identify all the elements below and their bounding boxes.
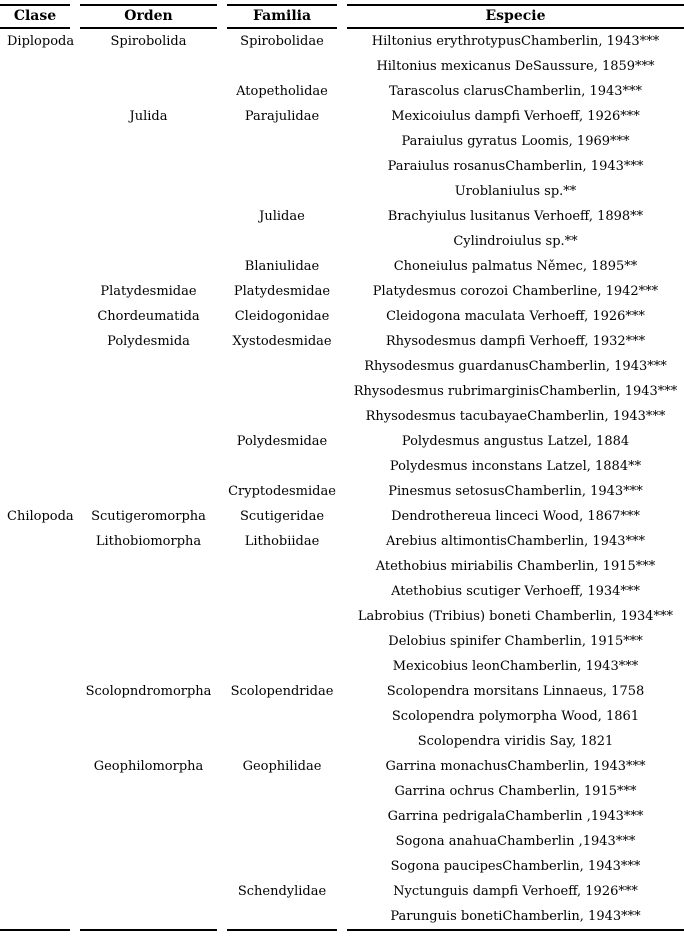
cell-familia bbox=[227, 229, 337, 254]
cell-familia bbox=[227, 154, 337, 179]
cell-orden bbox=[80, 479, 217, 504]
cell-orden bbox=[80, 579, 217, 604]
cell-orden bbox=[80, 254, 217, 279]
cell-familia bbox=[227, 904, 337, 931]
cell-especie: Labrobius (Tribius) boneti Chamberlin, 1934*** bbox=[357, 609, 674, 624]
cell-orden bbox=[80, 179, 217, 204]
cell-especie: Pinesmus setosusChamberlin, 1943*** bbox=[388, 484, 643, 499]
cell-clase bbox=[0, 479, 70, 504]
table-row bbox=[0, 254, 684, 279]
cell-familia: Cryptodesmidae bbox=[228, 484, 336, 499]
species-table-body bbox=[0, 29, 684, 931]
table-row bbox=[0, 379, 684, 404]
cell-familia bbox=[227, 579, 337, 604]
cell-orden bbox=[80, 129, 217, 154]
cell-familia bbox=[227, 179, 337, 204]
cell-orden bbox=[80, 229, 217, 254]
cell-familia bbox=[227, 554, 337, 579]
cell-orden: Julida bbox=[129, 109, 168, 124]
cell-clase bbox=[0, 729, 70, 754]
cell-familia bbox=[227, 629, 337, 654]
cell-especie: Scolopendra polymorpha Wood, 1861 bbox=[391, 709, 640, 724]
cell-familia: Geophilidae bbox=[242, 759, 322, 774]
column-header-orden: Orden bbox=[80, 4, 217, 29]
table-row bbox=[0, 879, 684, 904]
table-row bbox=[0, 729, 684, 754]
cell-familia: Schendylidae bbox=[237, 884, 327, 899]
cell-especie: Polydesmus inconstans Latzel, 1884** bbox=[389, 459, 642, 474]
cell-clase bbox=[0, 654, 70, 679]
table-row bbox=[0, 304, 684, 329]
cell-familia bbox=[227, 779, 337, 804]
cell-clase bbox=[0, 404, 70, 429]
cell-orden bbox=[80, 654, 217, 679]
cell-orden bbox=[80, 454, 217, 479]
table-row bbox=[0, 104, 684, 129]
cell-clase bbox=[0, 204, 70, 229]
cell-especie: Uroblaniulus sp.** bbox=[454, 184, 577, 199]
cell-familia bbox=[227, 654, 337, 679]
table-row bbox=[0, 479, 684, 504]
cell-clase bbox=[0, 529, 70, 554]
cell-clase bbox=[0, 854, 70, 879]
cell-clase bbox=[0, 329, 70, 354]
cell-especie: Garrina monachusChamberlin, 1943*** bbox=[385, 759, 646, 774]
cell-familia: Lithobiidae bbox=[244, 534, 320, 549]
table-header bbox=[0, 4, 684, 29]
cell-clase bbox=[0, 354, 70, 379]
cell-clase bbox=[0, 429, 70, 454]
table-row bbox=[0, 454, 684, 479]
cell-familia bbox=[227, 129, 337, 154]
table-row bbox=[0, 54, 684, 79]
cell-orden bbox=[80, 204, 217, 229]
table-row bbox=[0, 429, 684, 454]
cell-clase bbox=[0, 254, 70, 279]
cell-especie: Rhysodesmus dampfi Verhoeff, 1932*** bbox=[385, 334, 646, 349]
cell-clase bbox=[0, 554, 70, 579]
cell-especie: Hiltonius erythrotypusChamberlin, 1943*** bbox=[371, 34, 660, 49]
cell-orden: Spirobolida bbox=[110, 34, 187, 49]
cell-clase bbox=[0, 279, 70, 304]
cell-orden: Scolopndromorpha bbox=[85, 684, 212, 699]
cell-clase bbox=[0, 579, 70, 604]
table-row bbox=[0, 29, 684, 54]
table-row bbox=[0, 704, 684, 729]
cell-familia: Polydesmidae bbox=[236, 434, 328, 449]
table-row bbox=[0, 279, 684, 304]
cell-orden bbox=[80, 554, 217, 579]
cell-clase bbox=[0, 304, 70, 329]
cell-clase bbox=[0, 629, 70, 654]
cell-orden bbox=[80, 829, 217, 854]
cell-especie: Sogona anahuaChamberlin ,1943*** bbox=[395, 834, 636, 849]
table-row bbox=[0, 654, 684, 679]
cell-clase bbox=[0, 154, 70, 179]
cell-familia: Platydesmidae bbox=[233, 284, 331, 299]
cell-especie: Garrina pedrigalaChamberlin ,1943*** bbox=[387, 809, 644, 824]
cell-especie: Arebius altimontisChamberlin, 1943*** bbox=[386, 534, 645, 549]
cell-clase bbox=[0, 679, 70, 704]
cell-familia bbox=[227, 404, 337, 429]
cell-orden bbox=[80, 704, 217, 729]
cell-familia bbox=[227, 54, 337, 79]
cell-especie: Dendrothereua linceci Wood, 1867*** bbox=[391, 509, 640, 524]
table-row bbox=[0, 579, 684, 604]
table-row bbox=[0, 79, 684, 104]
cell-especie: Cleidogona maculata Verhoeff, 1926*** bbox=[386, 309, 645, 324]
cell-especie: Rhysodesmus rubrimarginisChamberlin, 1943*** bbox=[353, 384, 678, 399]
cell-familia: Scutigeridae bbox=[239, 509, 325, 524]
cell-especie: Atethobius miriabilis Chamberlin, 1915*** bbox=[375, 559, 656, 574]
cell-familia bbox=[227, 454, 337, 479]
cell-familia bbox=[227, 604, 337, 629]
cell-clase bbox=[0, 79, 70, 104]
cell-especie: Mexicoiulus dampfi Verhoeff, 1926*** bbox=[391, 109, 640, 124]
cell-especie: Brachyiulus lusitanus Verhoeff, 1898** bbox=[387, 209, 644, 224]
cell-familia: Scolopendridae bbox=[230, 684, 334, 699]
cell-orden bbox=[80, 79, 217, 104]
table-row bbox=[0, 204, 684, 229]
cell-orden bbox=[80, 604, 217, 629]
cell-familia: Julidae bbox=[259, 209, 305, 224]
cell-orden bbox=[80, 379, 217, 404]
cell-orden: Platydesmidae bbox=[100, 284, 197, 299]
table-row bbox=[0, 904, 684, 931]
cell-orden bbox=[80, 629, 217, 654]
cell-clase bbox=[0, 54, 70, 79]
cell-orden bbox=[80, 879, 217, 904]
cell-especie: Scolopendra viridis Say, 1821 bbox=[417, 734, 614, 749]
cell-clase bbox=[0, 754, 70, 779]
cell-familia: Xystodesmidae bbox=[232, 334, 332, 349]
table-row bbox=[0, 779, 684, 804]
table-row bbox=[0, 829, 684, 854]
cell-familia: Atopetholidae bbox=[236, 84, 328, 99]
cell-orden bbox=[80, 854, 217, 879]
cell-clase bbox=[0, 779, 70, 804]
cell-orden bbox=[80, 804, 217, 829]
column-header-familia: Familia bbox=[227, 4, 337, 29]
table-header-row bbox=[0, 4, 684, 29]
cell-especie: Paraiulus gyratus Loomis, 1969*** bbox=[401, 134, 630, 149]
cell-familia bbox=[227, 729, 337, 754]
cell-familia: Spirobolidae bbox=[240, 34, 324, 49]
cell-clase: Chilopoda bbox=[7, 509, 74, 524]
table-row bbox=[0, 804, 684, 829]
cell-clase bbox=[0, 379, 70, 404]
table-row bbox=[0, 604, 684, 629]
cell-familia bbox=[227, 829, 337, 854]
cell-orden: Polydesmida bbox=[107, 334, 190, 349]
cell-orden: Lithobiomorpha bbox=[95, 534, 202, 549]
cell-clase bbox=[0, 454, 70, 479]
cell-clase: Diplopoda bbox=[7, 34, 75, 49]
cell-especie: Rhysodesmus guardanusChamberlin, 1943*** bbox=[364, 359, 667, 374]
cell-orden: Chordeumatida bbox=[97, 309, 200, 324]
cell-especie: Atethobius scutiger Verhoeff, 1934*** bbox=[391, 584, 640, 599]
column-header-especie: Especie bbox=[347, 4, 684, 29]
table-row bbox=[0, 679, 684, 704]
table-row bbox=[0, 754, 684, 779]
cell-clase bbox=[0, 904, 70, 931]
cell-especie: Platydesmus corozoi Chamberline, 1942*** bbox=[372, 284, 659, 299]
cell-orden bbox=[80, 154, 217, 179]
cell-especie: Hiltonius mexicanus DeSaussure, 1859*** bbox=[376, 59, 655, 74]
cell-clase bbox=[0, 804, 70, 829]
cell-especie: Delobius spinifer Chamberlin, 1915*** bbox=[388, 634, 643, 649]
cell-clase bbox=[0, 604, 70, 629]
table-row bbox=[0, 554, 684, 579]
cell-especie: Scolopendra morsitans Linnaeus, 1758 bbox=[386, 684, 645, 699]
cell-familia: Parajulidae bbox=[244, 109, 320, 124]
cell-clase bbox=[0, 704, 70, 729]
cell-orden bbox=[80, 404, 217, 429]
cell-especie: Nyctunguis dampfi Verhoeff, 1926*** bbox=[393, 884, 638, 899]
cell-orden: Geophilomorpha bbox=[93, 759, 204, 774]
cell-orden bbox=[80, 779, 217, 804]
cell-orden bbox=[80, 429, 217, 454]
cell-clase bbox=[0, 879, 70, 904]
cell-familia bbox=[227, 354, 337, 379]
cell-clase bbox=[0, 129, 70, 154]
cell-especie: Sogona paucipesChamberlin, 1943*** bbox=[390, 859, 641, 874]
table-row bbox=[0, 229, 684, 254]
table-row bbox=[0, 129, 684, 154]
cell-especie: Garrina ochrus Chamberlin, 1915*** bbox=[394, 784, 637, 799]
table-row bbox=[0, 354, 684, 379]
cell-orden bbox=[80, 54, 217, 79]
cell-especie: Tarascolus clarusChamberlin, 1943*** bbox=[388, 84, 643, 99]
cell-especie: Cylindroiulus sp.** bbox=[453, 234, 578, 249]
table-row bbox=[0, 179, 684, 204]
cell-especie: Choneiulus palmatus Němec, 1895** bbox=[393, 259, 638, 274]
cell-familia bbox=[227, 804, 337, 829]
table-row bbox=[0, 329, 684, 354]
cell-clase bbox=[0, 104, 70, 129]
cell-familia bbox=[227, 854, 337, 879]
cell-clase bbox=[0, 829, 70, 854]
column-header-clase: Clase bbox=[0, 4, 70, 29]
table-row bbox=[0, 154, 684, 179]
cell-especie: Polydesmus angustus Latzel, 1884 bbox=[401, 434, 630, 449]
cell-especie: Paraiulus rosanusChamberlin, 1943*** bbox=[387, 159, 644, 174]
table-row bbox=[0, 854, 684, 879]
table-row bbox=[0, 504, 684, 529]
cell-especie: Parunguis bonetiChamberlin, 1943*** bbox=[347, 904, 684, 931]
table-row bbox=[0, 529, 684, 554]
cell-orden bbox=[80, 354, 217, 379]
cell-orden bbox=[80, 904, 217, 931]
cell-familia: Cleidogonidae bbox=[234, 309, 330, 324]
cell-clase bbox=[0, 179, 70, 204]
table-row bbox=[0, 404, 684, 429]
table-row bbox=[0, 629, 684, 654]
cell-orden bbox=[80, 729, 217, 754]
cell-familia bbox=[227, 379, 337, 404]
cell-especie: Rhysodesmus tacubayaeChamberlin, 1943*** bbox=[365, 409, 666, 424]
cell-familia: Blaniulidae bbox=[244, 259, 320, 274]
cell-familia bbox=[227, 704, 337, 729]
cell-especie: Mexicobius leonChamberlin, 1943*** bbox=[392, 659, 639, 674]
species-table bbox=[0, 4, 684, 931]
cell-clase bbox=[0, 229, 70, 254]
cell-orden: Scutigeromorpha bbox=[91, 509, 206, 524]
